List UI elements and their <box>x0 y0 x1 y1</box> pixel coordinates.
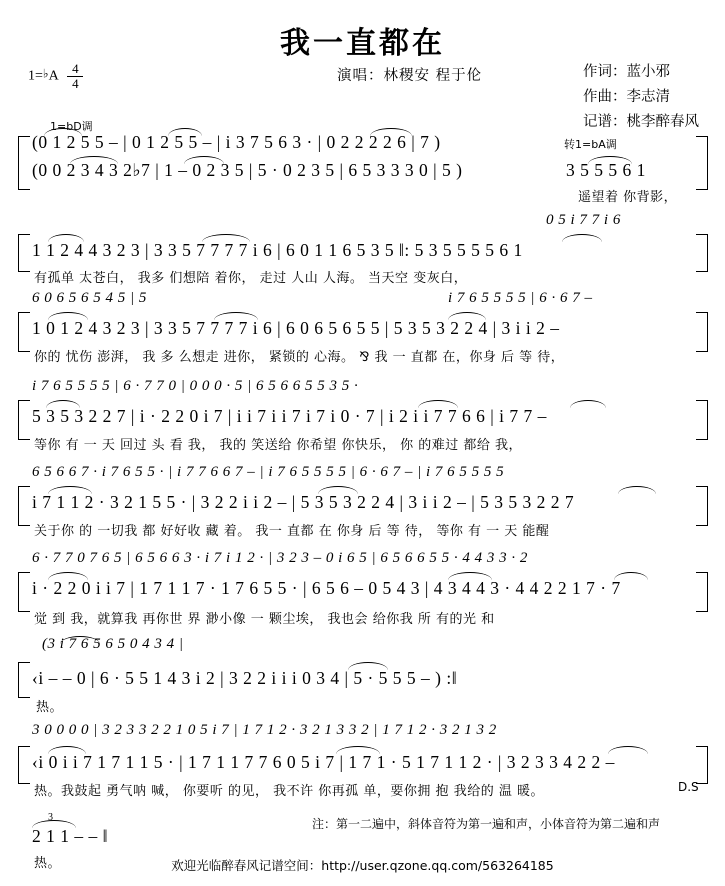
music-system-4 <box>18 378 708 454</box>
system-6-brace <box>18 572 30 612</box>
time-signature-top: 4 <box>67 62 83 77</box>
system-6-harmony-line: 6 · 7 7 0 7 6 5 | 6 5 6 6 3 · i 7 i 1 2 · | 3 2 3 – 0 i 6 5 | 6 5 6 6 5 5 · 4 4 3 3 · 2 <box>32 550 528 566</box>
system-4-harmony-line: i 7 6 5 5 5 5 | 6 · 7 7 0 | 0 0 0 · 5 | 6 5 6 6 5 5 3 5 · <box>32 378 359 394</box>
system-1-staff-line-1: (0 1 2 5 5 – | 0 1 2 5 5 – | i 3 7 5 6 3 · | 0 2 2 2 2 6 | 7 ) <box>32 132 441 152</box>
composer-credit: 作曲：李志清 <box>583 89 670 105</box>
system-9-lyrics: 热。 <box>34 856 62 871</box>
system-8-staff-line: ‹i 0 i i 7 1 7 1 1 5 · | 1 7 1 1 7 7 6 0 5 i 7 | 1 7 1 · 5 1 7 1 1 2 · | 3 2 3 3 4 2 2 – <box>32 752 615 772</box>
system-1-brace <box>18 136 30 190</box>
slur <box>202 234 250 242</box>
system-4-endbar <box>696 400 708 440</box>
system-7-staff-line: ‹i – – 0 | 6 · 5 5 1 4 3 i 2 | 3 2 2 i i i 0 3 4 | 5 · 5 5 5 – ) :‖ <box>32 668 458 688</box>
system-2-lyrics: 有孤单 太苍白， 我多 们想陪 着你， 走过 人山 人海。 当天空 变灰白， <box>34 271 468 286</box>
footer-credit: 欢迎光临醉春风记谱空间：http://user.qzone.qq.com/563264185 <box>171 858 554 873</box>
system-5-lyrics: 关于你 的 一切我 都 好好收 藏 着。 我一 直都 在 你身 后 等 待， 等你 有 一 天 能醒 <box>34 524 550 539</box>
slur <box>570 400 606 408</box>
slur <box>46 400 80 408</box>
system-2-brace <box>18 234 30 272</box>
system-1-lyrics: 遥望着 你背影， <box>578 190 678 205</box>
system-3-lyrics: 你的 忧伤 澎湃， 我 多 么想走 进你， 紧锁的 心海。 ⅋ 我 一 直都 在，你身 后 等 待， <box>34 350 565 365</box>
system-7-harmony-line: (3 i 7 6 5 6 5 0 4 3 4 | <box>42 636 184 652</box>
system-3-staff-line: 1 0 1 2 4 3 2 3 | 3 3 5 7 7 7 7 i 6 | 6 0 6 5 6 5 5 | 5 3 5 3 2 2 4 | 3 i i 2 – <box>32 318 560 338</box>
key-flat-symbol: ♭ <box>42 66 49 81</box>
system-8-endbar <box>696 746 708 784</box>
music-system-8 <box>18 722 708 800</box>
slur <box>48 746 86 754</box>
page-title: 我一直都在 <box>280 26 445 61</box>
system-7-lyrics: 热。 <box>36 700 64 715</box>
system-6-endbar <box>696 572 708 612</box>
slur <box>614 572 648 580</box>
system-2-harmony-line: 0 5 i 7 7 i 6 <box>546 212 621 228</box>
system-5-harmony-line: 6 5 6 6 7 · i 7 6 5 5 · | i 7 7 6 6 7 – | i 7 6 5 5 5 5 | 6 · 6 7 – | i 7 6 5 5 5 5 <box>32 464 505 480</box>
system-7-brace <box>18 662 30 698</box>
transcriber-credit: 记谱：桃李醉春风 <box>583 114 699 130</box>
system-1-endbar <box>696 136 708 190</box>
slur <box>448 312 486 320</box>
system-6-lyrics: 觉 到 我，就算我 再你世 界 渺小像 一 颗尘埃， 我也会 给你我 所 有的光 和 <box>34 612 495 627</box>
slur <box>48 312 88 320</box>
footnote: 注：第一二遍中，斜体音符为第一遍和声，小体音符为第二遍和声 <box>312 817 661 831</box>
system-5-staff-line: i 7 1 1 2 · 3 2 1 5 5 · | 3 2 2 i i 2 – | 5 3 5 3 2 2 4 | 3 i i 2 – | 5 3 5 3 2 2 7 <box>32 492 575 512</box>
slur <box>48 486 92 494</box>
music-system-5 <box>18 464 708 540</box>
music-system-2 <box>18 212 708 284</box>
key-signature <box>28 62 83 90</box>
slur <box>184 156 224 164</box>
slur <box>418 400 458 408</box>
music-system-1 <box>18 118 708 205</box>
slur <box>318 486 358 494</box>
system-8-brace <box>18 746 30 784</box>
system-2-endbar <box>696 234 708 272</box>
slur <box>48 572 88 580</box>
system-5-endbar <box>696 486 708 526</box>
slur <box>348 662 388 670</box>
system-8-lyrics: 热。我鼓起 勇气呐 喊， 你要听 的见， 我不许 你再孤 单，要你拥 抱 我给的 温 暖。 <box>34 784 544 799</box>
slur <box>448 572 492 580</box>
performer-credit: 演唱：林稷安 程于伦 <box>337 68 483 84</box>
music-system-6 <box>18 550 708 628</box>
time-signature-bottom: 4 <box>72 75 79 91</box>
music-system-7 <box>18 636 708 715</box>
system-4-brace <box>18 400 30 440</box>
key-signature-label: 1= <box>28 68 43 84</box>
system-3-harmony-right: i 7 6 5 5 5 5 | 6 · 6 7 – <box>448 290 593 306</box>
slur <box>168 128 202 136</box>
slur <box>618 486 656 494</box>
system-1-modulation-mark: 转1=bA调 <box>564 138 617 151</box>
system-1-key-mark: 1=bD调 <box>50 120 93 133</box>
system-4-lyrics: 等你 有 一 天 回过 头 看 我， 我的 笑送给 你希望 你快乐， 你 的难过 都给 我， <box>34 438 522 453</box>
system-3-harmony-left: 6 0 6 5 6 5 4 5 | 5 <box>32 290 147 306</box>
slur <box>562 234 602 242</box>
slur <box>336 746 380 754</box>
system-4-staff-line: 5 3 5 3 2 2 7 | i · 2 2 0 i 7 | i i 7 i i 7 i 7 i 0 · 7 | i 2 i i 7 7 6 6 | i 7 7 – <box>32 406 547 426</box>
lyricist-credit: 作词：蓝小邪 <box>583 64 670 80</box>
system-2-staff-line: 1 1 2 4 4 3 2 3 | 3 3 5 7 7 7 7 i 6 | 6 0 1 1 6 5 3 5 ‖: 5 3 5 5 5 5 6 1 <box>32 240 523 260</box>
slur <box>48 234 84 242</box>
system-3-brace <box>18 312 30 352</box>
time-signature <box>67 62 83 90</box>
system-3-endbar <box>696 312 708 352</box>
system-9-staff-line: 2 1 1 – – ‖ <box>32 826 109 846</box>
system-8-harmony-line: 3 0 0 0 0 | 3 2 3 3 2 2 1 0 5 i 7 | 1 7 1 2 · 3 2 1 3 3 2 | 1 7 1 2 · 3 2 1 3 2 <box>32 722 497 738</box>
slur <box>214 312 258 320</box>
slur <box>70 156 118 164</box>
triplet-bracket: 3 <box>48 812 53 823</box>
slur <box>370 128 412 136</box>
slur <box>588 156 632 164</box>
system-6-staff-line: i · 2 2 0 i i 7 | 1 7 1 1 7 · 1 7 6 5 5 · | 6 5 6 – 0 5 4 3 | 4 3 4 4 3 · 4 4 2 2 1 7 · 7 <box>32 578 621 598</box>
system-1-staff-line-2-end: 3 5 5 5 6 1 <box>566 160 646 180</box>
system-5-brace <box>18 486 30 526</box>
system-1-staff-line-2: (0 0 2 3 4 3 2♭7 | 1 – 0 2 3 5 | 5 · 0 2 3 5 | 6 5 3 3 3 0 | 5 ) <box>32 160 463 180</box>
ds-marking: D.S <box>678 780 699 794</box>
music-system-3 <box>18 290 708 366</box>
key-letter: A <box>48 68 58 84</box>
slur <box>608 746 648 754</box>
